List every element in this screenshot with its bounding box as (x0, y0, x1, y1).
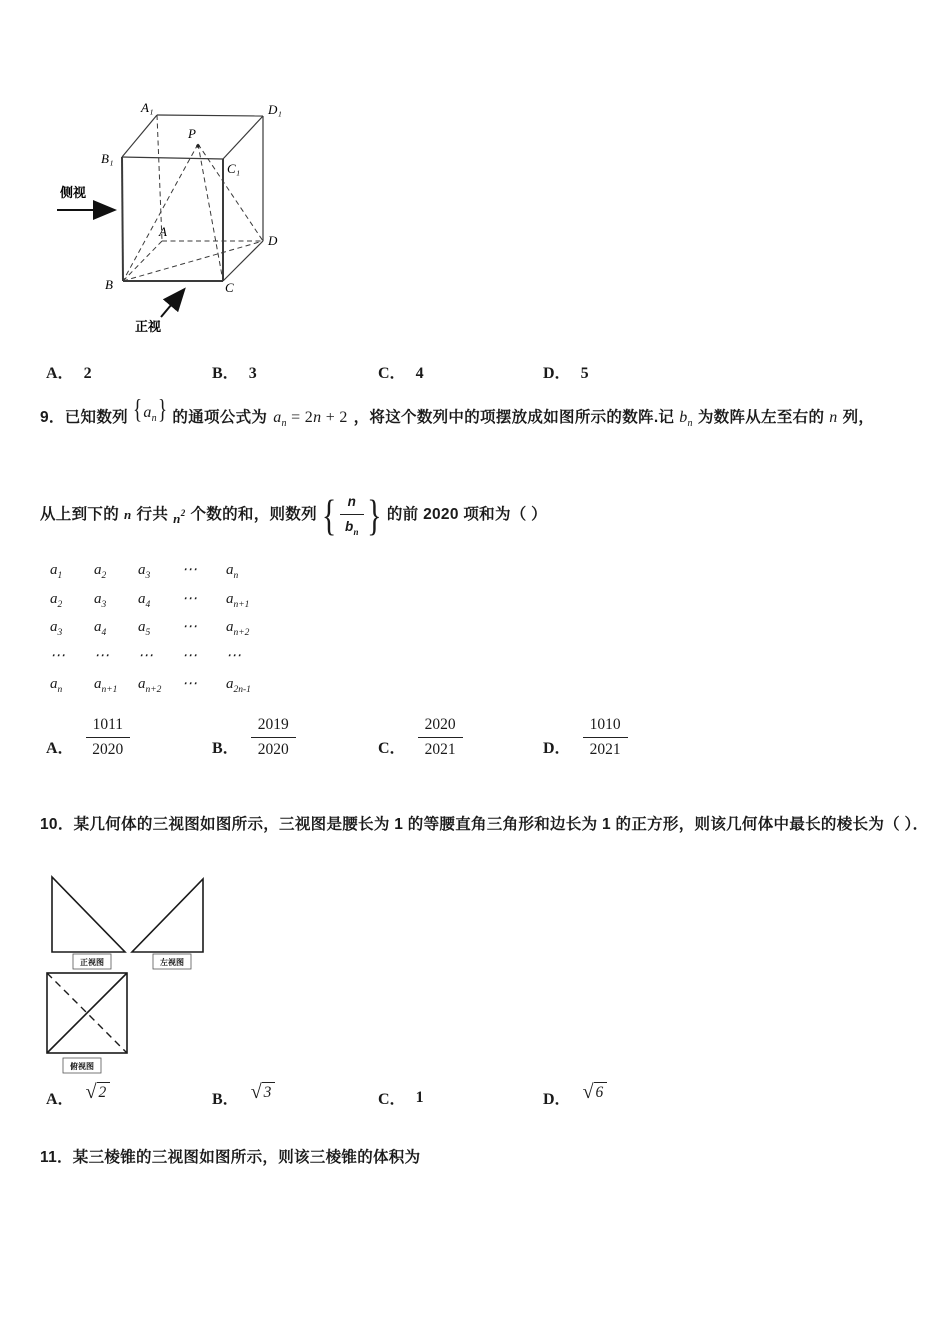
number-array-figure (50, 560, 310, 703)
matrix-cell: $a_3$ (50, 619, 63, 638)
q9-t5: 列， (842, 409, 875, 427)
vertex-label-C: C (225, 280, 234, 295)
q10-number: 10． (40, 816, 74, 833)
q10-option-a-letter: A． (46, 1091, 74, 1108)
radicand: 2 (97, 1082, 111, 1103)
point-P-dot (196, 144, 200, 148)
matrix-cell: $a_2$ (50, 590, 63, 610)
q10-option-b (212, 1081, 275, 1109)
q9-option-b-fraction (251, 716, 296, 759)
sqrt-2 (86, 1082, 111, 1103)
matrix-row-1 (50, 560, 310, 589)
q8-option-d-letter: D． (543, 365, 571, 382)
fraction-numerator: 2020 (418, 716, 463, 738)
fraction-numerator: 1011 (86, 716, 130, 738)
matrix-row-n (50, 674, 310, 703)
front-view-label: 正视 (135, 319, 162, 334)
q9-text-line1 (40, 394, 935, 438)
matrix-cell: $a_2$ (94, 562, 107, 581)
q8-option-d (543, 360, 589, 383)
matrix-row-2 (50, 589, 310, 618)
matrix-cell: $a_{2n-1}$ (226, 676, 251, 695)
q9-t2: 的通项公式为 (172, 409, 268, 427)
three-view-figure (45, 872, 220, 1078)
q9-option-b (212, 716, 296, 759)
cube-pyramid-figure (35, 78, 365, 348)
fraction-denominator: 2021 (589, 741, 621, 758)
side-view-label: 侧视 (60, 185, 87, 200)
q9-t8: 个数的和，则数列 (190, 506, 317, 524)
fraction-denominator: 2021 (424, 741, 456, 758)
formula-a: a (273, 408, 282, 426)
matrix-cell: $a_5$ (138, 619, 151, 638)
radicand: 3 (262, 1082, 276, 1103)
matrix-cell: ⋯ (182, 562, 197, 578)
q9-t1: 已知数列 (64, 409, 128, 427)
matrix-cell: ⋯ (226, 647, 241, 664)
vertex-label-B: B (105, 277, 113, 292)
radical-sign: √ (582, 1081, 594, 1104)
q9-fraction (340, 491, 365, 540)
q9-t7: 行共 (136, 506, 169, 524)
side-view-caption: 左视图 (160, 958, 184, 967)
q9-n2: n (124, 507, 132, 523)
n-sq-sup: 2 (180, 507, 186, 518)
q9-number: 9． (40, 409, 65, 427)
matrix-cell: $a_n$ (50, 676, 63, 695)
radicand: 6 (594, 1082, 608, 1103)
q11-text (40, 1146, 935, 1169)
q9-option-a-fraction (86, 716, 130, 759)
n-sq-base: n (173, 510, 181, 526)
q9-option-a-letter: A． (46, 740, 74, 757)
fraction-denominator: 2020 (257, 741, 289, 758)
matrix-cell: $a_{n+2}$ (138, 676, 162, 695)
q9-option-d-fraction (583, 716, 628, 759)
vertex-label-C1: C₁ (227, 161, 241, 176)
frac-den-sub: n (353, 526, 359, 537)
frac-den-base: b (344, 518, 354, 534)
q8-option-a (46, 360, 92, 383)
matrix-cell: $a_3$ (138, 562, 151, 581)
q8-option-c (378, 360, 424, 383)
q9-option-b-letter: B． (212, 740, 239, 757)
vertex-label-D1: D₁ (268, 102, 282, 117)
q9-n1: n (829, 409, 838, 426)
bn-sub: n (687, 417, 693, 429)
matrix-cell: $a_n$ (226, 562, 239, 581)
matrix-row-3 (50, 617, 310, 646)
sqrt-3 (251, 1082, 276, 1103)
matrix-cell: ⋯ (50, 647, 65, 664)
q8-option-b (212, 360, 257, 383)
q10-option-d (543, 1081, 607, 1109)
matrix-cell: ⋯ (138, 647, 153, 664)
seq-sub: n (151, 412, 157, 424)
q10-option-c-letter: C． (378, 1091, 406, 1108)
matrix-cell: ⋯ (182, 676, 197, 692)
q11-number: 11． (40, 1149, 73, 1166)
q9-bn (679, 406, 693, 431)
q11-body: 某三棱锥的三视图如图所示，则该三棱锥的体积为 (72, 1149, 421, 1166)
q10-body: 某几何体的三视图如图所示，三视图是腰长为 1 的等腰直角三角形和边长为 1 的正方形，则该几何体中最长的棱长为（ ）． (73, 816, 929, 833)
brace-close: } (157, 394, 168, 426)
q9-options-row (46, 716, 926, 776)
vertex-label-B1: B₁ (101, 151, 114, 166)
radical-sign: √ (85, 1081, 97, 1104)
side-view-triangle (132, 879, 203, 952)
fraction-numerator: 2019 (251, 716, 296, 738)
q8-option-c-letter: C． (378, 365, 406, 382)
q9-t3: ，将这个数列中的项摆放成如图所示的数阵.记 (353, 409, 675, 427)
q10-option-d-letter: D． (543, 1091, 571, 1108)
formula-rest: + 2 (321, 408, 348, 426)
q8-options-row (46, 360, 926, 400)
matrix-cell: $a_4$ (138, 590, 151, 610)
matrix-row-dots (50, 646, 310, 675)
q10-options-row (46, 1081, 926, 1126)
q10-option-c (378, 1086, 424, 1109)
matrix-cell: ⋯ (94, 647, 109, 664)
q9-t9: 的前 2020 项和为（ ） (386, 506, 547, 524)
q10-option-c-value: 1 (415, 1088, 424, 1106)
q9-t4: 为数阵从左至右的 (697, 409, 825, 427)
frac-num: n (340, 491, 365, 515)
matrix-cell: ⋯ (182, 590, 197, 607)
vertex-label-A: A (159, 224, 167, 239)
q9-frac-notation (321, 491, 383, 540)
fraction-numerator: 1010 (583, 716, 628, 738)
front-view-arrow (161, 292, 182, 317)
front-view-triangle (52, 877, 125, 952)
formula-eq: = 2 (286, 408, 314, 426)
vertex-label-A1: A₁ (141, 100, 154, 115)
matrix-cell: ⋯ (182, 619, 197, 635)
q9-option-d (543, 716, 628, 759)
matrix-cell: $a_1$ (50, 562, 63, 581)
fraction-denominator: 2020 (92, 741, 124, 758)
q9-n-squared (168, 502, 190, 529)
q10-option-a (46, 1081, 110, 1109)
q8-option-b-value: 3 (248, 365, 257, 382)
q8-option-c-value: 4 (415, 365, 424, 382)
front-view-caption: 正视图 (80, 958, 104, 967)
q9-option-c (378, 716, 463, 759)
brace-open: { (132, 394, 143, 426)
vertex-label-P: P (188, 126, 196, 141)
q9-t6: 从上到下的 (40, 506, 120, 524)
matrix-cell: $a_{n+2}$ (226, 619, 250, 638)
q9-option-a (46, 716, 130, 759)
radical-sign: √ (250, 1081, 262, 1104)
q8-option-d-value: 5 (580, 365, 589, 382)
seq-base: a (143, 403, 152, 421)
vertex-label-D: D (268, 233, 278, 248)
q9-text-line2 (40, 478, 935, 552)
q9-option-c-letter: C． (378, 740, 406, 757)
q9-seq-notation (132, 394, 168, 427)
q9-formula (273, 406, 347, 431)
q8-option-a-letter: A． (46, 365, 74, 382)
bn-base: b (679, 408, 688, 426)
q9-option-c-fraction (418, 716, 463, 759)
q10-text (40, 806, 935, 843)
big-brace-close: } (367, 491, 382, 539)
q8-option-a-value: 2 (83, 365, 92, 382)
formula-n: n (313, 408, 322, 426)
matrix-cell: $a_{n+1}$ (94, 676, 118, 695)
frac-den (340, 515, 365, 540)
q9-option-d-letter: D． (543, 740, 571, 757)
formula-a-sub: n (281, 417, 287, 429)
matrix-cell: $a_4$ (94, 619, 107, 638)
matrix-cell: $a_{n+1}$ (226, 590, 250, 610)
top-view-caption: 俯视图 (70, 1062, 94, 1071)
matrix-cell: $a_3$ (94, 590, 107, 610)
sqrt-6 (583, 1082, 608, 1103)
matrix-cell: ⋯ (182, 647, 197, 664)
q8-option-b-letter: B． (212, 365, 239, 382)
q10-option-b-letter: B． (212, 1091, 239, 1108)
big-brace-open: { (321, 491, 337, 539)
